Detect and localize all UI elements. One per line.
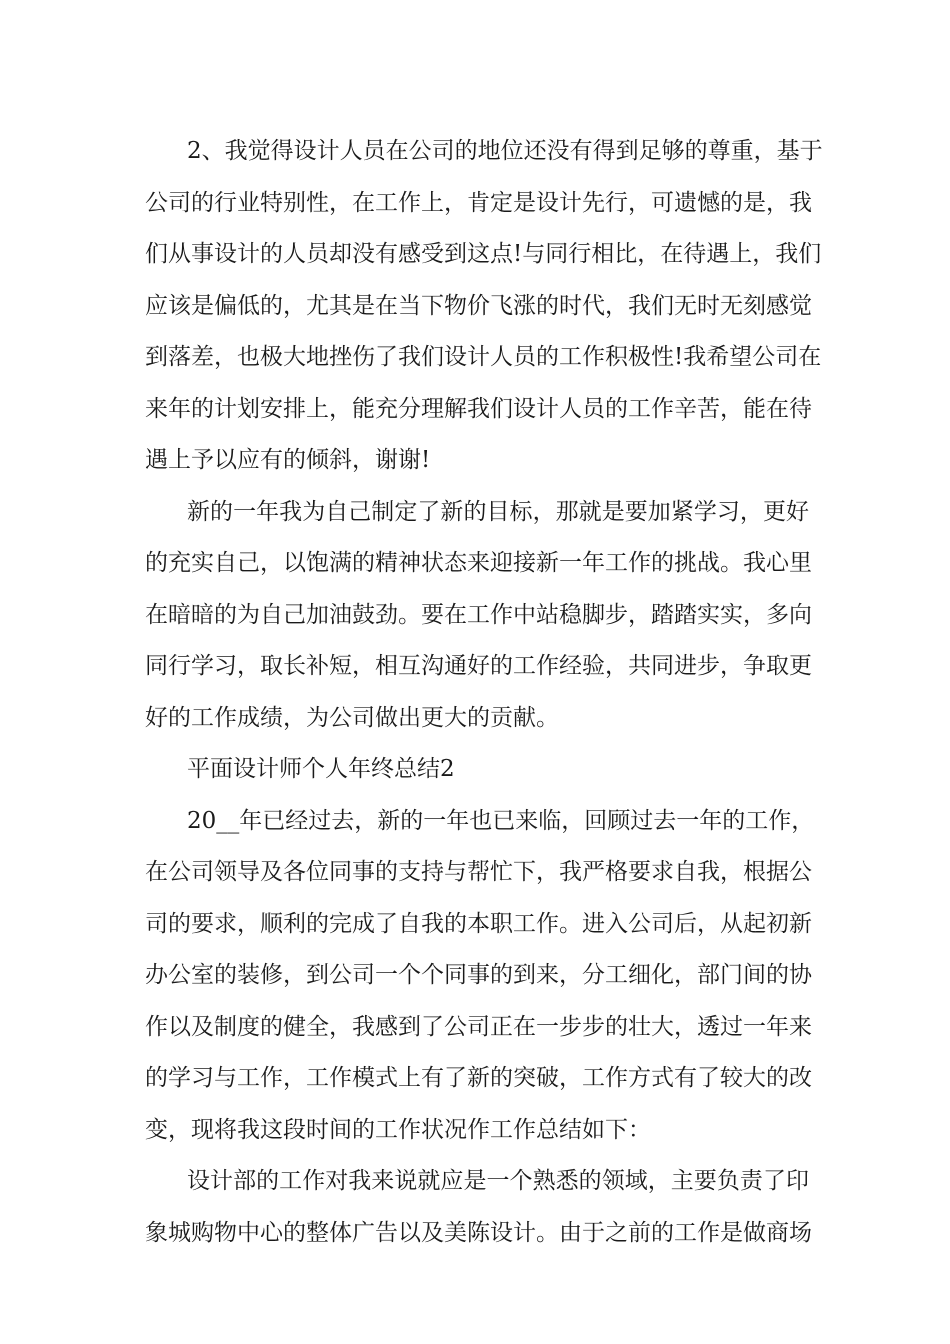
paragraph-1-line-6: 来年的计划安排上，能充分理解我们设计人员的工作辛苦，能在待 [145, 395, 812, 422]
paragraph-4-line-1: 设计部的工作对我来说就应是一个熟悉的领域，主要负责了印 [187, 1168, 809, 1194]
paragraph-2-line-5: 好的工作成绩，为公司做出更大的贡献。 [145, 704, 559, 731]
paragraph-1-line-3: 们从事设计的人员却没有感受到这点!与同行相比，在待遇上，我们 [145, 241, 822, 267]
paragraph-2-line-3: 在暗暗的为自己加油鼓劲。要在工作中站稳脚步，踏踏实实，多向 [145, 601, 812, 628]
paragraph-3-line-5: 作以及制度的健全，我感到了公司正在一步步的壮大，透过一年来 [145, 1013, 812, 1040]
paragraph-3-line-2: 在公司领导及各位同事的支持与帮忙下，我严格要求自我，根据公 [145, 859, 812, 885]
paragraph-1-line-4: 应该是偏低的，尤其是在当下物价飞涨的时代，我们无时无刻感觉 [145, 292, 812, 319]
paragraph-3-line-1: 20__年已经过去，新的一年也已来临，回顾过去一年的工作， [187, 807, 815, 834]
paragraph-2-line-2: 的充实自己，以饱满的精神状态来迎接新一年工作的挑战。我心里 [145, 550, 812, 576]
section-heading: 平面设计师个人年终总结2 [187, 756, 455, 782]
paragraph-2-line-4: 同行学习，取长补短，相互沟通好的工作经验，共同进步，争取更 [145, 653, 812, 679]
paragraph-1-line-2: 公司的行业特别性，在工作上，肯定是设计先行，可遗憾的是，我 [145, 189, 812, 216]
paragraph-2-line-1: 新的一年我为自己制定了新的目标，那就是要加紧学习，更好 [187, 498, 809, 525]
paragraph-1-line-7: 遇上予以应有的倾斜，谢谢! [145, 447, 431, 473]
paragraph-3-line-6: 的学习与工作，工作模式上有了新的突破，工作方式有了较大的改 [145, 1065, 812, 1091]
document-body [145, 126, 823, 1259]
paragraph-1-line-5: 到落差，也极大地挫伤了我们设计人员的工作积极性!我希望公司在 [145, 344, 822, 370]
paragraph-4-line-2: 象城购物中心的整体广告以及美陈设计。由于之前的工作是做商场 [145, 1219, 812, 1246]
paragraph-3-line-3: 司的要求，顺利的完成了自我的本职工作。进入公司后，从起初新 [145, 910, 812, 937]
paragraph-1-line-1: 2、我觉得设计人员在公司的地位还没有得到足够的尊重，基于 [187, 138, 823, 164]
paragraph-3-line-4: 办公室的装修，到公司一个个同事的到来，分工细化，部门间的协 [145, 962, 812, 988]
paragraph-3-line-7: 变，现将我这段时间的工作状况作工作总结如下： [145, 1116, 651, 1143]
